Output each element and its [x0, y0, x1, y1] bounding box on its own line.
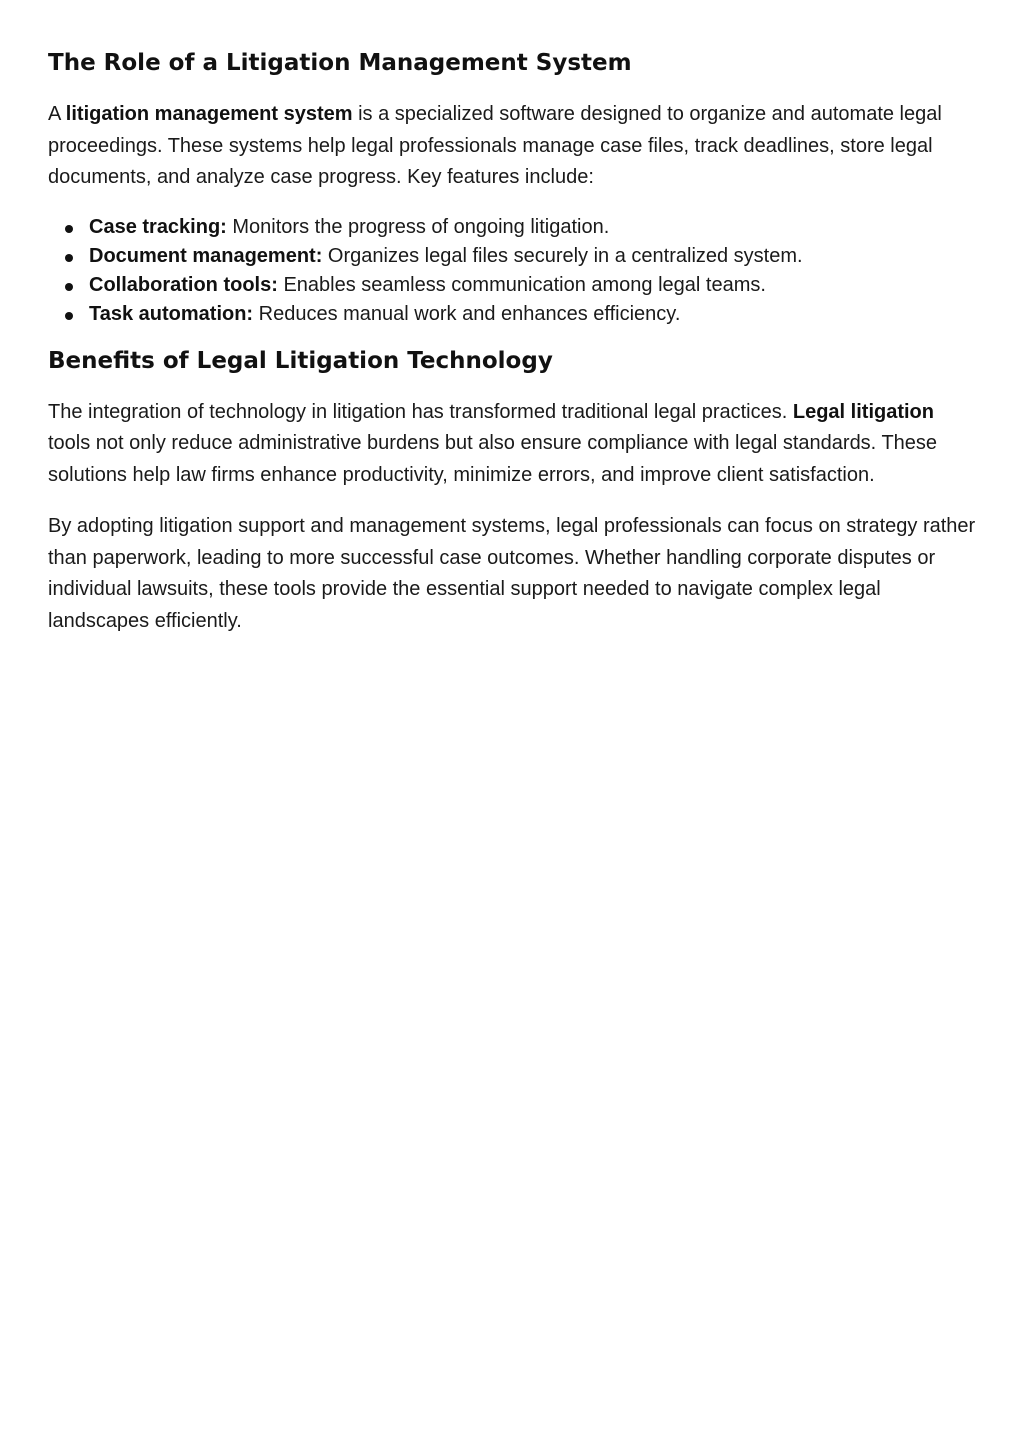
list-item — [89, 271, 976, 300]
benefits-paragraph — [48, 397, 976, 492]
section-heading-litigation-management: The Role of a Litigation Management System — [48, 50, 632, 76]
list-item — [89, 300, 976, 329]
benefits-lead: The integration of technology in litigation has transformed traditional legal practices. — [48, 400, 793, 423]
feature-term: Collaboration tools: — [89, 273, 278, 296]
bullet-icon — [65, 254, 73, 262]
list-item — [89, 213, 976, 242]
intro-paragraph — [48, 99, 978, 194]
features-list — [48, 213, 976, 329]
feature-desc: Reduces manual work and enhances efficiency. — [253, 302, 681, 325]
benefits-rest: tools not only reduce administrative burdens but also ensure compliance with legal standards. These solutions help law firms enhance productivity, minimize errors, and improve client satisfaction. — [48, 432, 938, 486]
conclusion-paragraph: By adopting litigation support and management systems, legal professionals can focus on strategy rather than paperwork, leading to more successful case outcomes. Whether handling corporate disputes or individual lawsuits, these tools provide the essential support needed to navigate complex legal landscapes efficiently. — [48, 515, 976, 632]
feature-desc: Monitors the progress of ongoing litigation. — [226, 215, 610, 238]
list-item — [89, 242, 976, 271]
feature-term: Document management: — [89, 244, 323, 267]
section-heading-benefits: Benefits of Legal Litigation Technology — [48, 347, 553, 374]
intro-bold-term: litigation management system — [65, 103, 353, 125]
intro-lead: A — [48, 103, 66, 125]
intro-rest: is a specialized software designed to organize and automate legal proceedings. These systems help legal professionals manage case files, track deadlines, store legal documents, and analyze case progress. Key features include: — [48, 103, 942, 188]
feature-desc: Organizes legal files securely in a centralized system. — [322, 244, 803, 267]
feature-term: Case tracking: — [89, 215, 227, 238]
feature-desc: Enables seamless communication among legal teams. — [277, 273, 766, 296]
bullet-icon — [65, 225, 73, 233]
feature-term: Task automation: — [89, 302, 254, 325]
bullet-icon — [65, 312, 73, 320]
bullet-icon — [65, 283, 73, 291]
benefits-bold-term: Legal litigation — [792, 400, 934, 423]
